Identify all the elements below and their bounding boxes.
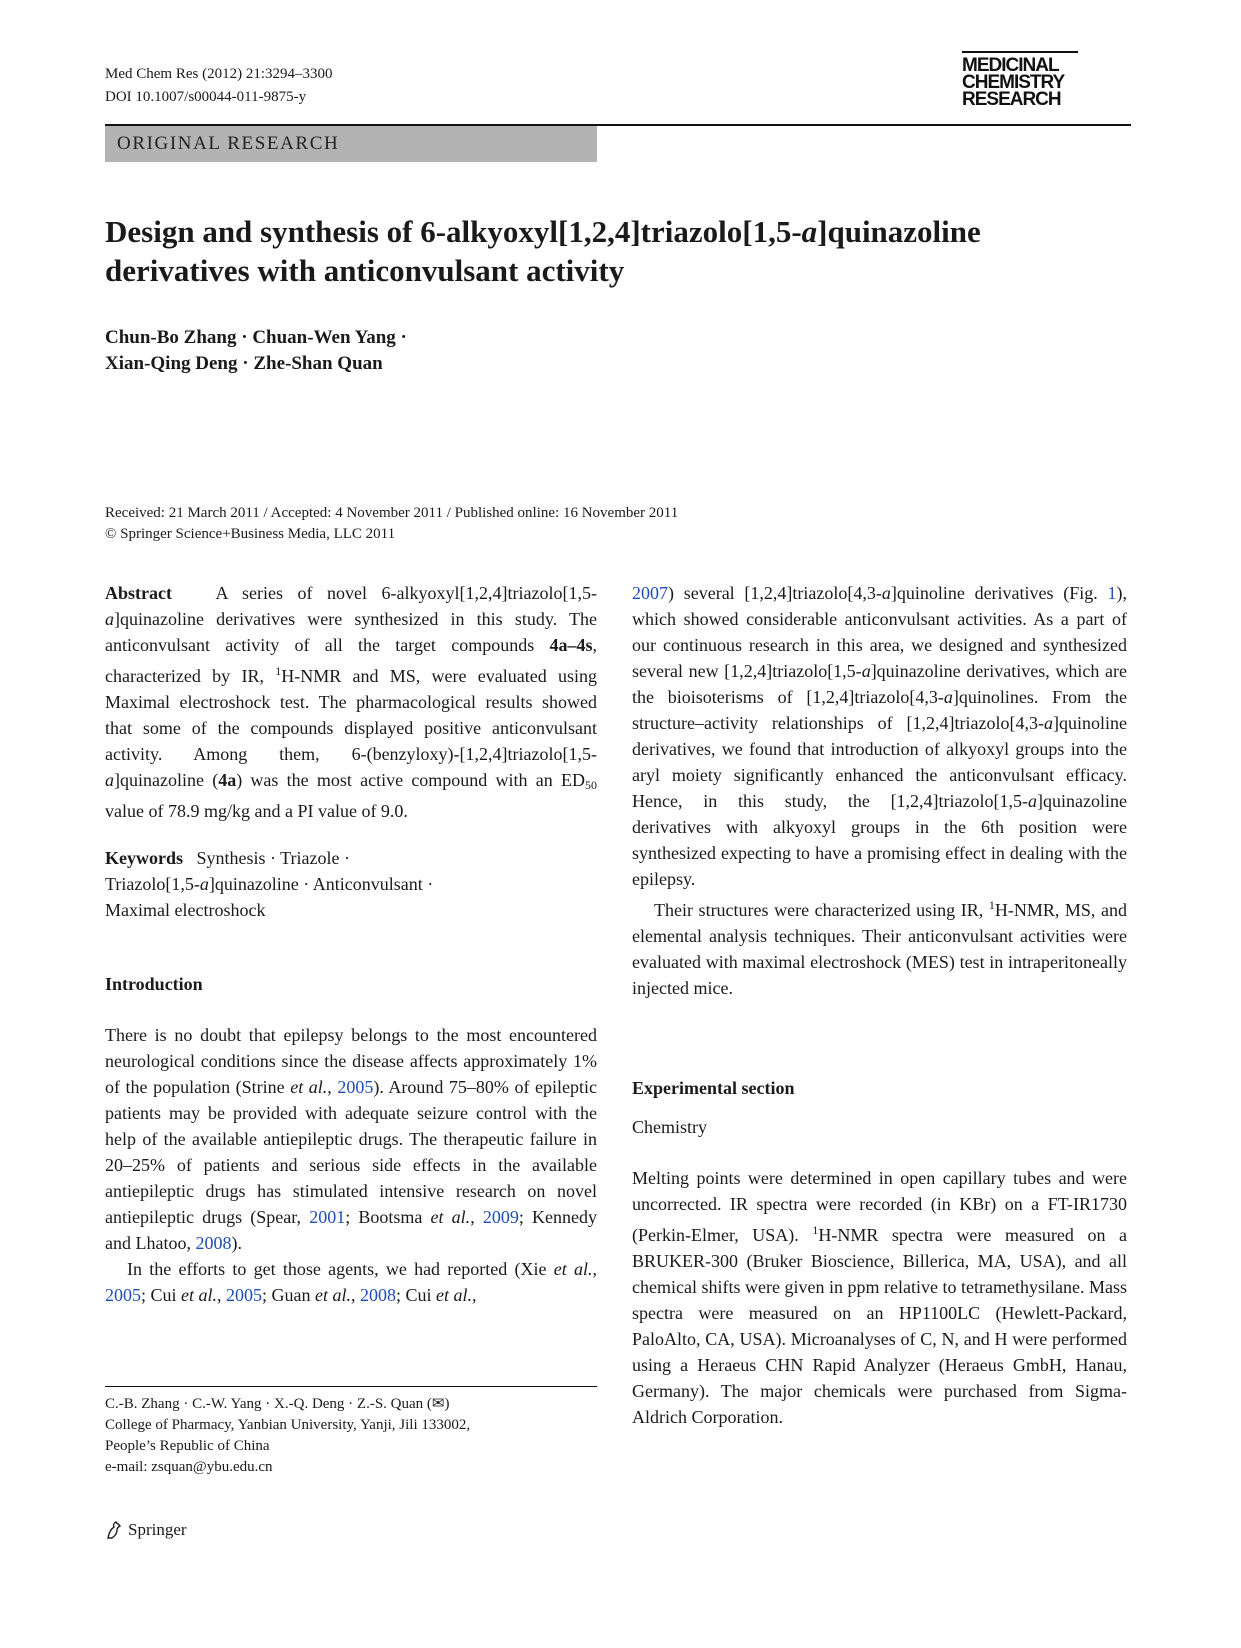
publication-dates: [105, 503, 678, 545]
citation-link[interactable]: 2008: [195, 1233, 232, 1253]
left-column: [105, 580, 597, 1308]
abstract: Abstract A series of novel 6-alkyoxyl[1,2,4]triazolo[1,5-a]quinazoline derivatives were synthesized in this study. The anticonvulsant activity of all the target compounds 4a–4s, characterized by IR, $^1$H-NMR and MS, were evaluated using Maximal electroshock test. The pharmacological results showed that some of the compounds displayed positive anticonvulsant activity. Among them, 6-(benzyloxy)-[1,2,4]triazolo[1,5-a]quinazoline (4a) was the most active compound with an $ED_{50}$ value of 78.9 mg/kg and a PI value of 9.0.: [105, 583, 597, 821]
abstract-label: Abstract: [105, 583, 172, 603]
intro-paragraph: 2007) several [1,2,4]triazolo[4,3-a]quinoline derivatives (Fig. 1), which showed considerable anticonvulsant activities. As a part of our continuous research in this area, we designed and synthesized several new [1,2,4]triazolo[1,5-a]quinazoline derivatives, which are the bioisoterisms of [1,2,4]triazolo[4,3-a]quinolines. From the structure–activity relationships of [1,2,4]triazolo[4,3-a]quinoline derivatives, we found that introduction of alkyoxyl groups into the aryl moiety significantly enhanced the anticonvulsant efficacy. Hence, in this study, the [1,2,4]triazolo[1,5-a]quinazoline derivatives with alkyoxyl groups in the 6th position were synthesized expecting to have a promising effect in dealing with the epilepsy.: [632, 583, 1127, 889]
affiliation-footnote: C.-B. Zhang · C.-W. Yang · X.-Q. Deng · Z.-S. Quan (✉) College of Pharmacy, Yanbian University, Yanji, Jili 133002, People’s Republic of China e-mail: zsquan@ybu.edu.cn: [105, 1394, 470, 1478]
logo-line: RESEARCH: [962, 89, 1061, 110]
email-link[interactable]: e-mail: zsquan@ybu.edu.cn: [105, 1459, 273, 1475]
citation-link[interactable]: 2005: [105, 1285, 141, 1305]
doi[interactable]: DOI 10.1007/s00044-011-9875-y: [105, 89, 307, 105]
publisher-footer: [105, 1519, 187, 1541]
author-name[interactable]: Chun-Bo Zhang: [105, 327, 237, 348]
citation-link[interactable]: 2009: [482, 1207, 519, 1227]
logo-line: MEDICINAL: [962, 55, 1059, 76]
section-heading-experimental: Experimental section: [632, 1078, 795, 1098]
section-heading-introduction: Introduction: [105, 974, 203, 994]
citation-link[interactable]: 2005: [226, 1285, 263, 1305]
author-name[interactable]: Xian-Qing Deng: [105, 353, 238, 374]
journal-header: [105, 63, 332, 109]
journal-reference: Med Chem Res (2012) 21:3294–3300: [105, 66, 333, 82]
intro-paragraph: In the efforts to get those agents, we had reported (Xie et al., 2005; Cui et al., 2005; Guan et al., 2008; Cui et al.,: [105, 1259, 597, 1305]
methods-paragraph: Melting points were determined in open capillary tubes and were uncorrected. IR spectra were recorded (in KBr) on a FT-IR1730 (Perkin-Elmer, USA). $^1$H-NMR spectra were measured on a BRUKER-300 (Bruker Bioscience, Billerica, MA, USA), and all chemical shifts were given in ppm relative to tetramethysilane. Mass spectra were measured on an HP1100LC (Hewlett-Packard, PaloAlto, CA, USA). Microanalyses of C, N, and H were performed using a Heraeus CHN Rapid Analyzer (Heraeus GmbH, Hanau, Germany). The major chemicals were purchased from Sigma-Aldrich Corporation.: [632, 1168, 1128, 1427]
publisher-name: Springer: [128, 1520, 187, 1539]
article-type-label: ORIGINAL RESEARCH: [105, 126, 597, 162]
journal-logo: [962, 51, 1078, 108]
author-name[interactable]: Chuan-Wen Yang: [252, 327, 396, 348]
copyright: © Springer Science+Business Media, LLC 2011: [105, 526, 396, 542]
article-title: Design and synthesis of 6-alkyoxyl[1,2,4]triazolo[1,5-a]quinazoline derivatives with anticonvulsant activity: [105, 214, 981, 288]
springer-horse-icon: [105, 1520, 123, 1540]
history-dates: Received: 21 March 2011 / Accepted: 4 November 2011 / Published online: 16 November 2011: [105, 505, 679, 521]
keywords: Keywords Synthesis · Triazole · Triazolo[1,5-a]quinazoline · Anticonvulsant · Maximal electroshock: [105, 848, 434, 920]
right-column: [632, 580, 1127, 1430]
keywords-label: Keywords: [105, 848, 183, 868]
logo-line: CHEMISTRY: [962, 72, 1065, 93]
citation-link[interactable]: 2008: [360, 1285, 397, 1305]
figure-link[interactable]: 1: [1107, 583, 1117, 603]
citation-link[interactable]: 2001: [309, 1207, 346, 1227]
intro-paragraph: Their structures were characterized using IR, $^1$H-NMR, MS, and elemental analysis techniques. Their anticonvulsant activities were evaluated with maximal electroshock (MES) test in intraperitoneally injected mice.: [632, 898, 1127, 998]
citation-link[interactable]: 2007: [632, 583, 668, 603]
subsection-heading-chemistry: Chemistry: [632, 1117, 707, 1137]
citation-link[interactable]: 2005: [337, 1077, 374, 1097]
author-list: Chun-Bo Zhang · Chuan-Wen Yang · Xian-Qing Deng · Zhe-Shan Quan: [105, 327, 407, 374]
footnote-divider: [105, 1386, 597, 1387]
intro-paragraph: There is no doubt that epilepsy belongs to the most encountered neurological conditions since the disease affects approximately 1% of the population (Strine et al., 2005). Around 75–80% of epileptic patients may be provided with adequate seizure control with the help of the available antiepileptic drugs. The therapeutic failure in 20–25% of patients and serious side effects in the available antiepileptic drugs has stimulated intensive research on novel antiepileptic drugs (Spear, 2001; Bootsma et al., 2009; Kennedy and Lhatoo, 2008).: [105, 1025, 598, 1253]
author-name[interactable]: Zhe-Shan Quan: [253, 353, 383, 374]
